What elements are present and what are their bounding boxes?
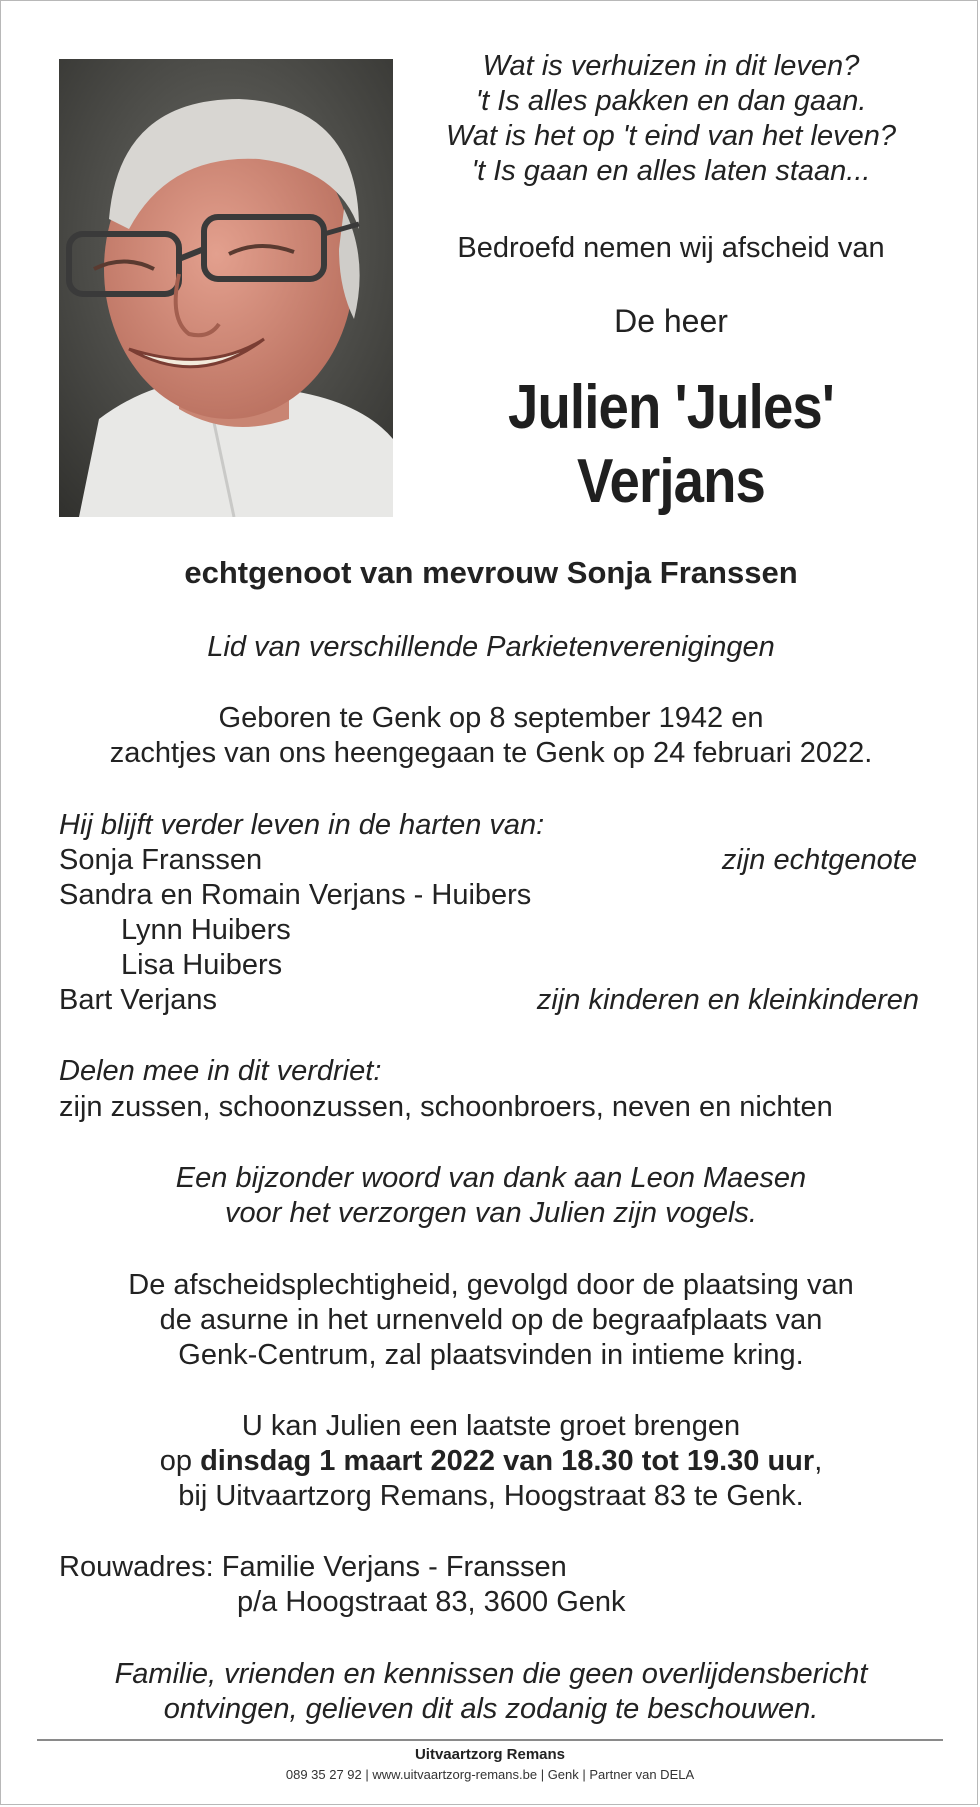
birth-line-2: zachtjes van ons heengegaan te Genk op 24 februari 2022.: [109, 737, 873, 769]
name-line-1: Julien 'Jules': [508, 373, 834, 442]
share-heading: Delen mee in dit verdriet:: [59, 1055, 382, 1087]
membership-line: Lid van verschillende Parkietenverenigingen: [207, 631, 775, 663]
address-line-2: p/a Hoogstraat 83, 3600 Genk: [237, 1586, 626, 1618]
poem-line: Wat is het op 't eind van het leven?: [446, 120, 896, 152]
family-heading: Hij blijft verder leven in de harten van:: [59, 809, 545, 841]
visit-prefix: op: [159, 1445, 192, 1477]
portrait-illustration: [59, 59, 393, 517]
title-text: De heer: [614, 303, 728, 339]
family-children-role: zijn kinderen en kleinkinderen: [536, 984, 919, 1016]
ceremony-line-2: de asurne in het urnenveld op de begraafplaats van: [159, 1304, 823, 1336]
ceremony-line-3: Genk-Centrum, zal plaatsvinden in intieme kring.: [178, 1339, 804, 1371]
birth-line-1: Geboren te Genk op 8 september 1942 en: [218, 702, 764, 734]
spouse-line: echtgenoot van mevrouw Sonja Franssen: [184, 555, 798, 590]
name-line-2: Verjans: [577, 447, 765, 516]
family-spouse-role: zijn echtgenote: [721, 844, 917, 876]
closing-line-1: Familie, vrienden en kennissen die geen overlijdensbericht: [114, 1658, 868, 1690]
family-child-1: Sandra en Romain Verjans - Huibers: [59, 879, 532, 911]
footer-info: 089 35 27 92 | www.uitvaartzorg-remans.be | Genk | Partner van DELA: [285, 1767, 695, 1782]
footer-divider: [37, 1739, 943, 1741]
visit-date: dinsdag 1 maart 2022 van 18.30 tot 19.30 uur: [200, 1445, 815, 1477]
visit-suffix: ,: [814, 1445, 823, 1477]
footer-company: Uitvaartzorg Remans: [414, 1746, 566, 1763]
family-child-2: Bart Verjans: [59, 984, 217, 1016]
deceased-name: [421, 371, 921, 519]
ceremony-line-1: De afscheidsplechtigheid, gevolgd door de plaatsing van: [128, 1269, 854, 1301]
intro-text: Bedroefd nemen wij afscheid van: [457, 232, 885, 264]
thanks-line-1: Een bijzonder woord van dank aan Leon Maesen: [175, 1162, 807, 1194]
closing-line-2: ontvingen, gelieven dit als zodanig te beschouwen.: [163, 1693, 819, 1725]
family-grandchild-2: Lisa Huibers: [121, 949, 283, 981]
visit-line-2: [41, 1444, 941, 1479]
portrait-photo: [59, 59, 393, 517]
family-grandchild-1: Lynn Huibers: [121, 914, 291, 946]
thanks-line-2: voor het verzorgen van Julien zijn vogels.: [225, 1197, 757, 1229]
poem-line: 't Is alles pakken en dan gaan.: [475, 85, 867, 117]
address-line-1: Rouwadres: Familie Verjans - Franssen: [59, 1551, 567, 1583]
poem: [421, 49, 921, 189]
family-spouse: Sonja Franssen: [59, 844, 263, 876]
poem-line: Wat is verhuizen in dit leven?: [482, 50, 860, 82]
poem-line: 't Is gaan en alles laten staan...: [471, 155, 871, 187]
visit-line-3: bij Uitvaartzorg Remans, Hoogstraat 83 te Genk.: [178, 1480, 804, 1512]
visit-line-1: U kan Julien een laatste groet brengen: [241, 1410, 741, 1442]
share-text: zijn zussen, schoonzussen, schoonbroers, neven en nichten: [59, 1091, 833, 1123]
